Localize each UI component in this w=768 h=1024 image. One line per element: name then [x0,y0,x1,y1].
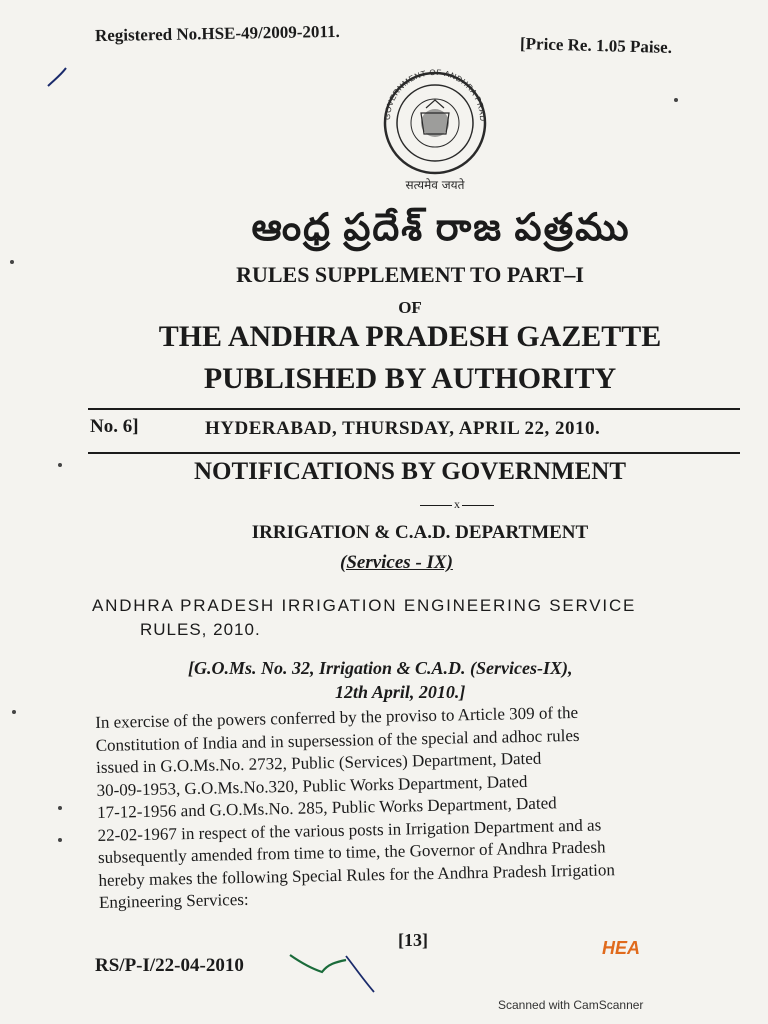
issue-number: No. 6] [90,416,139,437]
body-line: 17-12-1956 and G.O.Ms.No. 285, Public Works Department, Dated [96,793,557,822]
published-by-authority: PUBLISHED BY AUTHORITY [203,362,617,395]
svg-text:GOVERNMENT OF ANDHRA PRADESH [360,68,487,122]
body-line: 30-09-1953, G.O.Ms.No.320, Public Works Department, Dated [96,771,528,800]
bottom-divider [88,452,740,454]
government-seal [360,68,510,198]
registration-number: Registered No.HSE-49/2009-2011. [94,21,340,46]
of-heading: OF [398,298,422,317]
body-line: 22-02-1967 in respect of the various posts in Irrigation Department and as [97,814,602,845]
issue-dateline: HYDERABAD, THURSDAY, APRIL 22, 2010. [205,418,601,439]
section-separator: x [418,497,496,512]
seal-emblem-icon [360,68,510,198]
top-divider [88,408,740,410]
act-title-line-2: RULES, 2010. [140,620,261,639]
telugu-title: ఆంధ్ర ప్రదేశ్ రాజ పత్రము [251,207,631,249]
pen-checkmark-icon [290,955,346,972]
department-heading: IRRIGATION & C.A.D. DEPARTMENT [251,522,589,543]
rules-supplement-heading: RULES SUPPLEMENT TO PART–I [236,262,584,287]
notifications-heading: NOTIFICATIONS BY GOVERNMENT [194,458,626,485]
body-line: issued in G.O.Ms.No. 2732, Public (Services) Department, Dated [95,748,542,777]
page-number: [13] [398,930,428,950]
document-code: RS/P-I/22-04-2010 [95,955,244,976]
body-line: Constitution of India and in supersession of the special and adhoc rules [95,725,580,755]
go-reference-line-1: [G.O.Ms. No. 32, Irrigation & C.A.D. (Services-IX), [188,658,573,678]
handwritten-annotation: HEA [602,938,641,958]
pen-stroke-icon [346,956,374,992]
seal-motto: सत्यमेव जयते [405,178,465,192]
price-label: [Price Re. 1.05 Paise. [519,34,673,57]
services-subheading: (Services - IX) [340,552,453,573]
act-title-line-1: ANDHRA PRADESH IRRIGATION ENGINEERING SERVICE [92,596,637,615]
body-line: hereby makes the following Special Rules for the Andhra Pradesh Irrigation [98,859,616,890]
body-line: subsequently amended from time to time, the Governor of Andhra Pradesh [97,837,606,867]
gazette-title: THE ANDHRA PRADESH GAZETTE [158,320,662,353]
scanner-watermark: Scanned with CamScanner [498,998,644,1012]
body-line: Engineering Services: [98,889,249,912]
seal-ring-text: GOVERNMENT OF ANDHRA PRAD [382,68,488,122]
body-line: In exercise of the powers conferred by the proviso to Article 309 of the [95,702,579,732]
go-reference-line-2: 12th April, 2010.] [335,682,466,702]
body-paragraph [95,698,744,914]
pen-tick-icon [48,68,66,86]
